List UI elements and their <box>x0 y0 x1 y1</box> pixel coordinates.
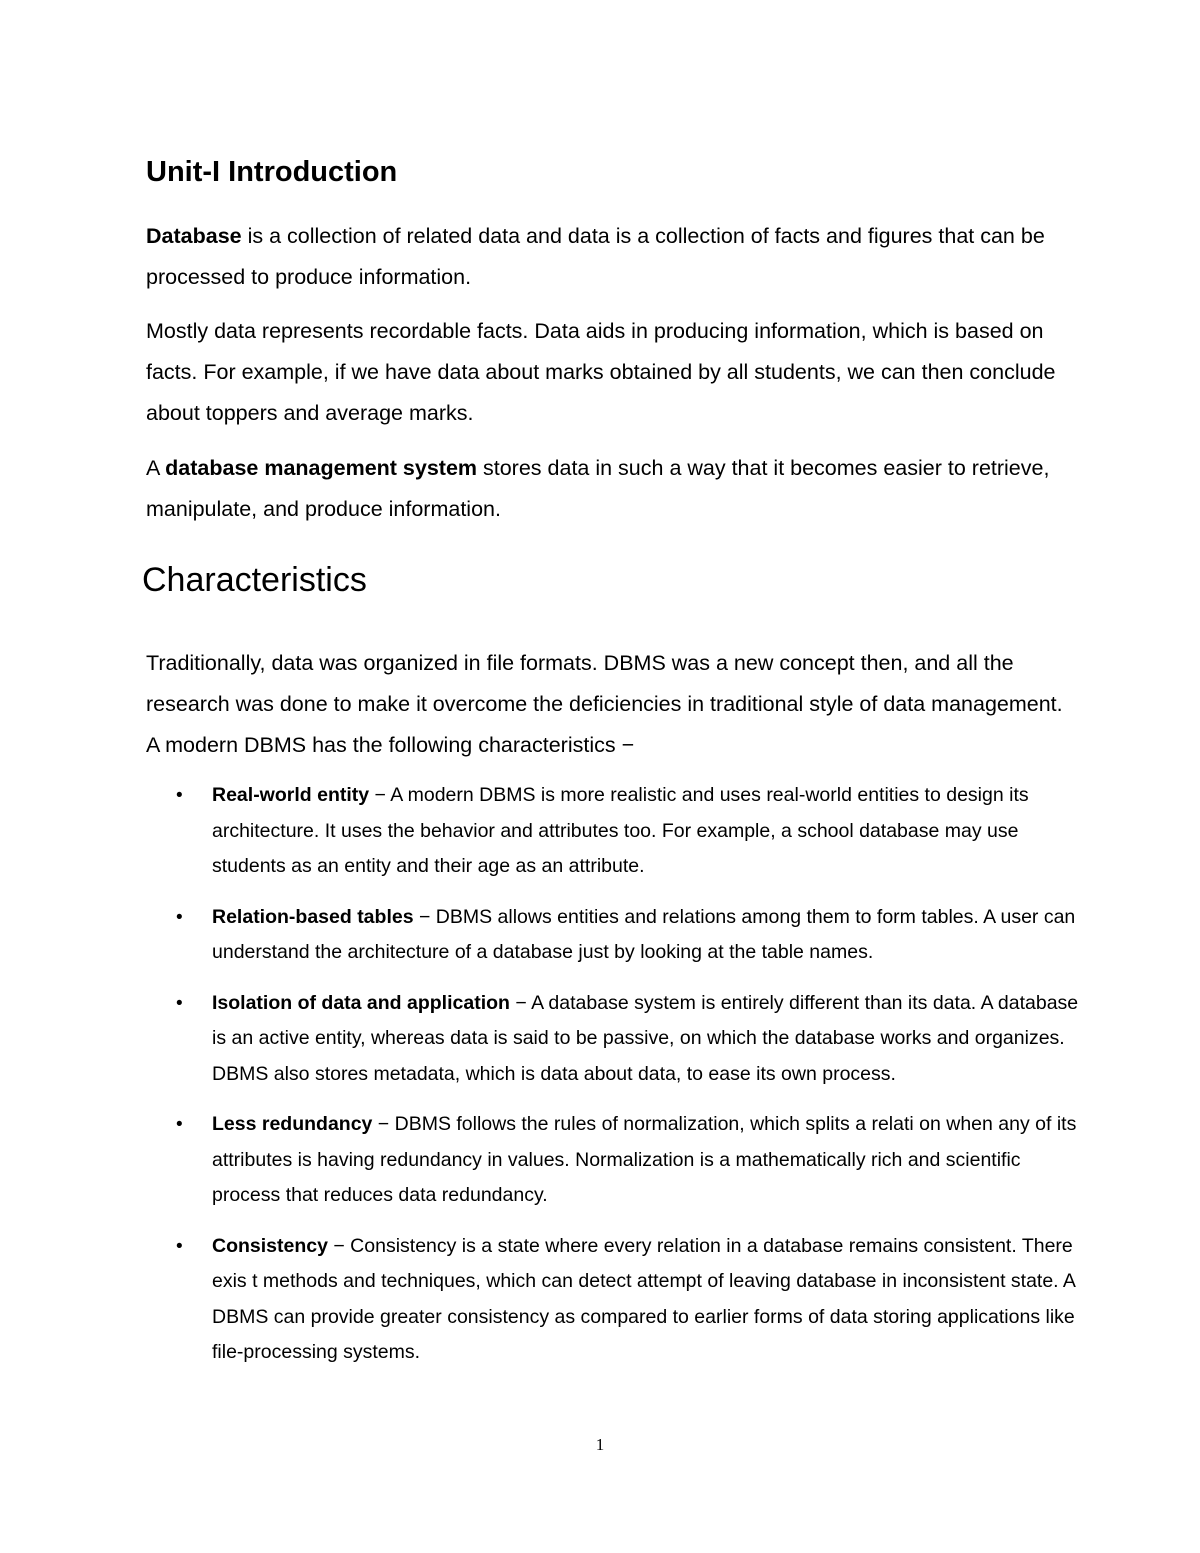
characteristics-heading: Characteristics <box>142 561 367 599</box>
database-definition-text: is a collection of related data and data is a collection of facts and figures that can be processed to produce information. <box>146 224 1045 289</box>
bullet-icon: • <box>176 992 183 1014</box>
document-title: Unit-I Introduction <box>146 156 398 188</box>
list-item-term: Less redundancy <box>212 1113 373 1135</box>
database-definition-paragraph <box>146 216 1066 298</box>
dbms-definition-paragraph <box>146 448 1066 530</box>
list-item-text: − Consistency is a state where every relation in a database remains consistent. There exis t methods and techniques, which can detect attempt of leaving database in inconsistent state. A DBMS can provide greater consistency as compared to earlier forms of data storing applications like file-processing systems. <box>212 1234 1075 1363</box>
database-term: Database <box>146 224 242 248</box>
list-item-text: − DBMS follows the rules of normalization, which splits a relati on when any of its attributes is having redundancy in values. Normalization is a mathematically rich and scientific process that reduces data redundancy. <box>212 1113 1077 1206</box>
dbms-term: database management system <box>165 456 478 480</box>
list-item-term: Consistency <box>212 1234 328 1257</box>
list-item-term: Isolation of data and application <box>212 991 510 1014</box>
list-item-relation-based-tables <box>0 900 1200 971</box>
list-item-less-redundancy <box>0 1107 1200 1214</box>
list-item-text: − A modern DBMS is more realistic and uses real-world entities to design its architecture. It uses the behavior and attributes too. For example, a school database may use students as an entity and their age as an attribute. <box>212 784 1029 877</box>
characteristics-list <box>0 778 1200 1386</box>
list-item-term: Relation-based tables <box>212 905 414 928</box>
bullet-icon: • <box>176 1235 183 1257</box>
bullet-icon: • <box>176 906 183 928</box>
dbms-definition-text: stores data in such a way that it becomes easier to retrieve, manipulate, and produce information. <box>146 456 1050 521</box>
bullet-icon: • <box>176 1114 183 1135</box>
characteristics-intro-paragraph: Traditionally, data was organized in file formats. DBMS was a new concept then, and all the research was done to make it overcome the deficiencies in traditional style of data management. A modern DBMS has the following characteristics − <box>146 651 1063 757</box>
list-item-consistency <box>0 1229 1200 1371</box>
page-number: 1 <box>595 1435 605 1454</box>
list-item-text: − A database system is entirely different than its data. A database is an active entity, whereas data is said to be passive, on which the database works and organizes. DBMS also stores metadata, which is data about data, to ease its own process. <box>212 991 1079 1085</box>
list-item-real-world-entity <box>0 778 1200 885</box>
list-item-term: Real-world entity <box>212 784 370 806</box>
list-item-isolation-of-data <box>0 986 1200 1093</box>
facts-paragraph: Mostly data represents recordable facts. Data aids in producing information, which is based on facts. For example, if we have data about marks obtained by all students, we can then conclude about toppers and average marks. <box>146 319 1056 425</box>
bullet-icon: • <box>176 785 183 806</box>
list-item-text: − DBMS allows entities and relations among them to form tables. A user can understand the architecture of a database just by looking at the table names. <box>212 905 1076 963</box>
dbms-prefix: A <box>146 456 166 480</box>
